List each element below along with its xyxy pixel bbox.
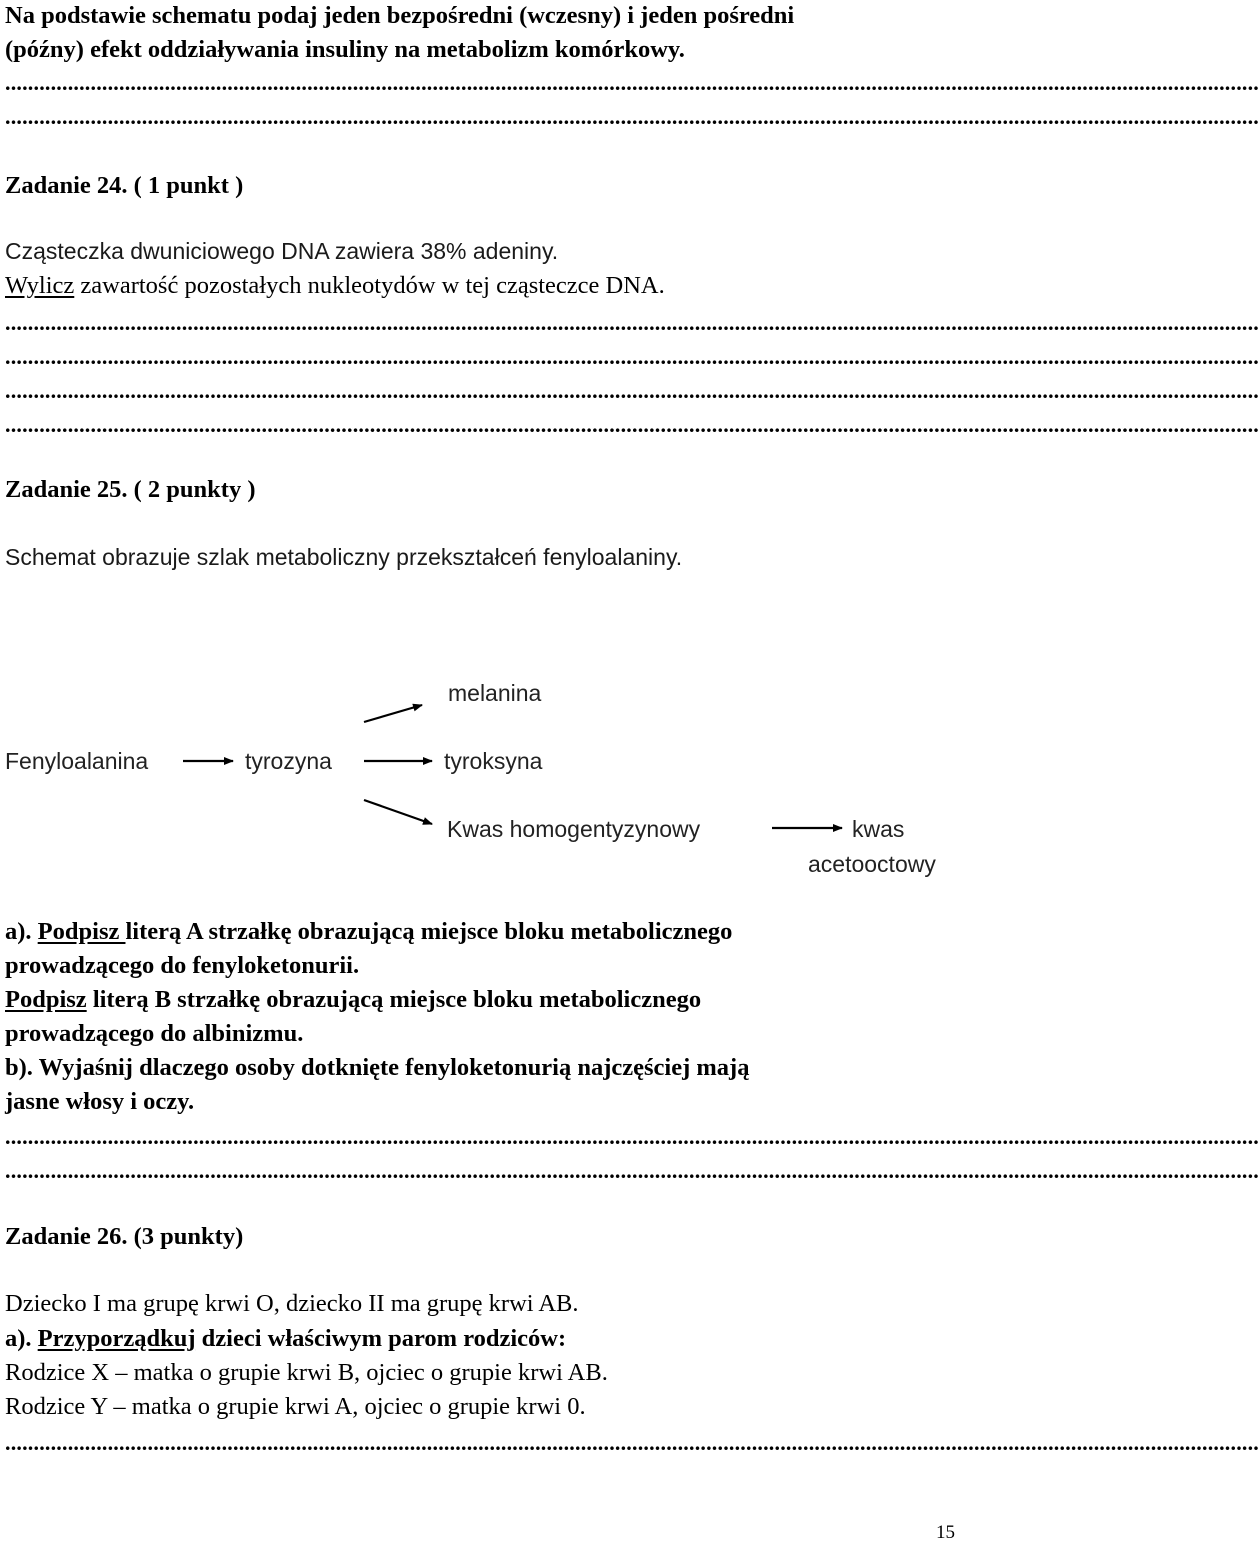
answer-line: ............................................................................................................................................................................................................................ (5, 344, 1259, 369)
task25-a-rest1: literą A strzałkę obrazującą miejsce bloku metabolicznego (125, 918, 733, 945)
answer-line: ............................................................................................................................................................................................................................ (5, 1158, 1259, 1183)
question-intro-line2: (późny) efekt oddziaływania insuliny na metabolizm komórkowy. (5, 36, 685, 63)
diagram-fenyloalanina: Fenyloalanina (5, 748, 149, 774)
answer-line: ............................................................................................................................................................................................................................ (5, 104, 1259, 129)
answer-line: ............................................................................................................................................................................................................................ (5, 1124, 1259, 1149)
task24-title: Zadanie 24. ( 1 punkt ) (5, 172, 244, 199)
answer-line: ............................................................................................................................................................................................................................ (5, 412, 1259, 437)
diagram-melanina: melanina (448, 680, 542, 706)
task25-a-line1 (5, 920, 732, 945)
answer-line: ............................................................................................................................................................................................................................ (5, 70, 1259, 95)
task26-a-prefix: a). (5, 1325, 38, 1352)
task26-title: Zadanie 26. (3 punkty) (5, 1223, 244, 1250)
task26-a-rest: dzieci właściwym parom rodziców: (195, 1325, 567, 1352)
diagram-tyroksyna: tyroksyna (444, 748, 543, 774)
diagram-kwas-homogentyzynowy: Kwas homogentyzynowy (447, 816, 701, 842)
diagram-tyrozyna: tyrozyna (245, 748, 332, 774)
task25-a-line4: prowadzącego do albinizmu. (5, 1020, 304, 1047)
answer-line: ............................................................................................................................................................................................................................ (5, 378, 1259, 403)
page-number: 15 (936, 1522, 955, 1543)
task24-verb: Wylicz (5, 272, 75, 299)
task24-instruction-rest: zawartość pozostałych nukleotydów w tej cząsteczce DNA. (74, 272, 665, 299)
task25-a-prefix: a). (5, 918, 38, 945)
task24-statement: Cząsteczka dwuniciowego DNA zawiera 38% adeniny. (5, 238, 559, 264)
task26-parents-y: Rodzice Y – matka o grupie krwi A, ojciec o grupie krwi 0. (5, 1393, 586, 1420)
diagram-acetooctowy: acetooctowy (808, 851, 936, 877)
arrow-tyrozyna-melanina (364, 705, 422, 722)
task26-a-line (5, 1327, 566, 1352)
task26-statement: Dziecko I ma grupę krwi O, dziecko II ma grupę krwi AB. (5, 1290, 579, 1317)
task25-a-line2: prowadzącego do fenyloketonurii. (5, 952, 360, 979)
task25-a-line3 (5, 988, 701, 1013)
diagram-kwas: kwas (852, 816, 905, 842)
task25-title: Zadanie 25. ( 2 punkty ) (5, 476, 256, 503)
task25-a-verb: Podpisz (37, 918, 126, 945)
task25-b-line1: b). Wyjaśnij dlaczego osoby dotknięte fenyloketonurią najczęściej mają (5, 1054, 750, 1081)
question-intro-line1: Na podstawie schematu podaj jeden bezpośredni (wczesny) i jeden pośredni (5, 2, 795, 29)
answer-line: ............................................................................................................................................................................................................................ (5, 1430, 1259, 1455)
arrow-tyrozyna-kwas-homogentyzynowy (364, 800, 432, 824)
task25-b-line2: jasne włosy i oczy. (5, 1088, 195, 1115)
task26-parents-x: Rodzice X – matka o grupie krwi B, ojciec o grupie krwi AB. (5, 1359, 608, 1386)
task25-intro: Schemat obrazuje szlak metaboliczny przekształceń fenyloalaniny. (5, 544, 683, 570)
task26-a-verb: Przyporządkuj (37, 1325, 196, 1352)
answer-line: ............................................................................................................................................................................................................................ (5, 310, 1259, 335)
task25-a-verb2: Podpisz (5, 986, 87, 1013)
task25-a-rest2: literą B strzałkę obrazującą miejsce bloku metabolicznego (86, 986, 702, 1013)
